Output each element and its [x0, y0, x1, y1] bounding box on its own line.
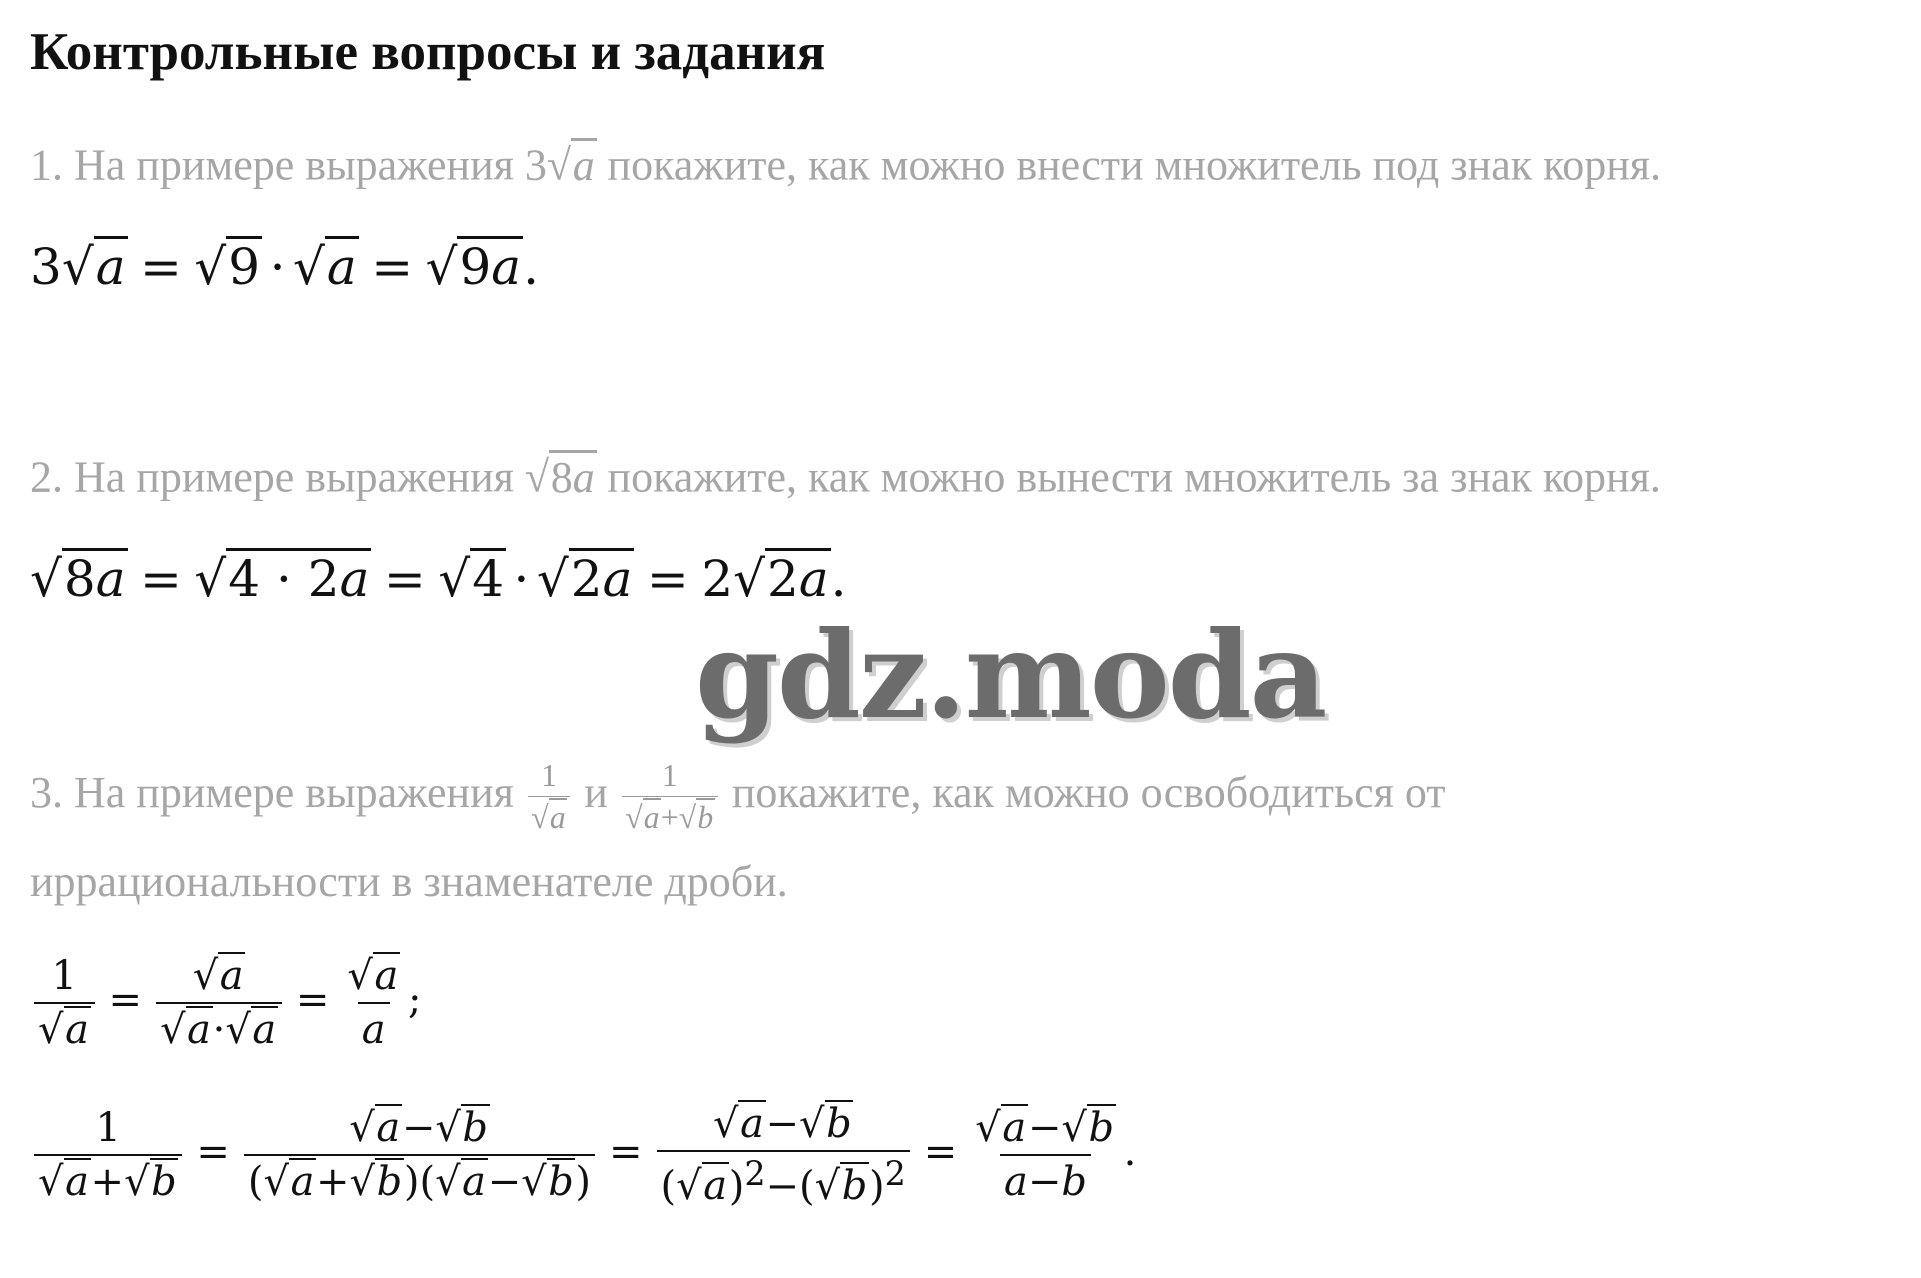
page-title: Контрольные вопросы и задания	[30, 23, 826, 81]
q1-sqrt: √a	[547, 138, 597, 191]
question-3-line-2: иррациональности в знаменателе дроби.	[30, 857, 788, 906]
q3-fraction-2: $\frac{1}{√a+√b}$	[622, 755, 718, 838]
question-1: 1. На примере выражения 3√a покажите, как можно внести множитель под знак корня.	[30, 138, 1661, 191]
question-3: 3. На примере выражения $\frac{1}{√a}$ и $\frac{1}{√a+√b}$ покажите, как можно освободиться от	[30, 755, 1446, 838]
q3-fraction-1: $\frac{1}{√a}$	[528, 755, 570, 838]
question-2: 2. На примере выражения √8a покажите, как можно вынести множитель за знак корня.	[30, 450, 1661, 503]
answer-3a: $\frac{1}{√a}$ = $\frac{√a}{√a\cdot√a}$ = $\frac{√a}{a}$ ;	[30, 950, 421, 1056]
answer-3b: $\frac{1}{√a+√b}$ = $\frac{√a-√b}{(√a+√b)(√a-√b)}$ = $\frac{√a-√b}{(√a)^2-(√b)^2}$ = $\frac{√a-√b}{a-b}$ .	[30, 1098, 1136, 1212]
q2-sqrt: √8a	[525, 450, 597, 503]
answer-2: √8a = √4 · 2a = √4 · √2a = 2√2a.	[30, 550, 847, 608]
watermark-logo: gdz.moda	[695, 605, 1326, 746]
answer-1: 3√a = √9 · √a = √9a.	[30, 238, 539, 296]
